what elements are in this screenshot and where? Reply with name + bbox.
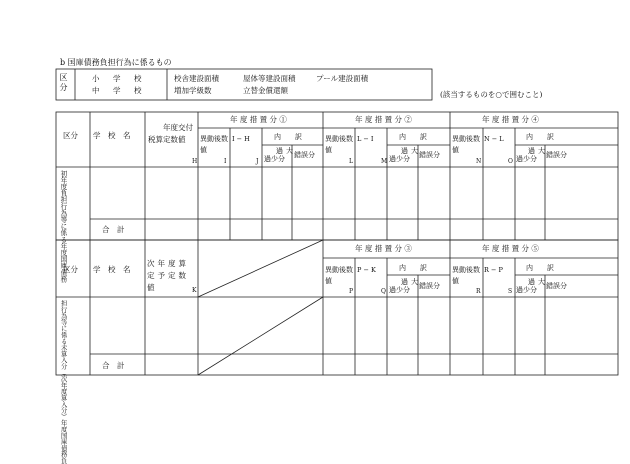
upper-period-0-formula-code: J [256,158,259,165]
section-title: b 国庫債務負担行為に係るもの [60,58,172,67]
upper-kubun-header: 区分 [63,131,78,140]
upper-period-2-over: 過大 [528,147,548,155]
lower-period-1-title: 年 度 措 置 分 ⑤ [482,244,539,253]
lower-period-1-error: 錯誤分 [546,282,567,290]
option-school-building-area[interactable]: 校舎建設面積 [174,74,219,83]
upper-period-1-breakdown: 内 訳 [399,133,427,141]
lower-period-0-error: 錯誤分 [419,282,440,290]
circle-note: (該当するものを○で囲むこと) [440,90,543,99]
lower-total: 合 計 [102,361,125,370]
upper-total: 合 計 [102,225,125,234]
upper-row-label: 初年度負担行為等に係る年度国庫債務 [58,170,67,283]
upper-grant-header2: 税算定数値 [148,135,186,144]
upper-period-2-breakdown: 内 訳 [526,133,554,141]
upper-school-name-header: 学 校 名 [93,131,131,140]
upper-period-2-change: 異動後数値 [452,135,480,154]
lower-period-0-title: 年 度 措 置 分 ③ [355,244,412,253]
upper-period-0-formula: I − H [232,135,250,143]
upper-period-1-error: 錯誤分 [419,151,440,159]
lower-period-0-code: P [349,288,354,295]
option-gym-building-area[interactable]: 屋体等建設面積 [243,74,296,83]
upper-period-1-formula-code: M [381,158,388,165]
school-option-elementary[interactable]: 小 学 校 [92,74,145,83]
upper-period-1-formula: L − I [357,135,374,143]
upper-period-0-over: 過大 [276,147,296,155]
upper-period-2-formula-code: O [508,158,513,165]
upper-period-2-code: N [476,158,482,165]
lower-next-year-header [147,258,197,294]
school-option-junior[interactable]: 中 学 校 [92,86,145,95]
upper-period-1-code: L [349,158,353,165]
lower-kubun-header: 区分 [63,265,78,274]
lower-period-1-change: 異動後数値 [452,266,480,285]
upper-grant-header: 年度交付 [163,123,193,132]
option-class-increase[interactable]: 増加学級数 [174,86,212,95]
lower-period-1-over: 過大 [528,278,548,286]
upper-period-0-code: I [224,158,227,165]
upper-period-1-over: 過大 [401,147,421,155]
lower-period-1-formula: R − P [484,266,503,274]
category-label: 区分 [59,73,68,93]
option-repayment-amount[interactable]: 立替金償還額 [243,86,288,95]
upper-period-2-title: 年 度 措 置 分 ④ [482,115,539,124]
upper-period-1-title: 年 度 措 置 分 ② [355,115,412,124]
upper-period-2-error: 錯誤分 [546,151,567,159]
upper-period-2-formula: N − L [484,135,504,143]
option-pool-building-area[interactable]: プール建設面積 [316,74,369,83]
lower-school-name-header: 学 校 名 [93,265,131,274]
upper-period-0-under: 過少分 [264,155,285,163]
upper-col-h: H [192,158,198,165]
lower-period-1-formula-code: S [508,288,513,295]
lower-col-k: K [192,287,197,294]
lower-next-year-header-text: 次年度算定予定数値 [147,259,189,292]
upper-period-1-change: 異動後数値 [325,135,353,154]
upper-period-0-error: 錯誤分 [294,151,315,159]
lower-period-0-over: 過大 [401,278,421,286]
lower-period-1-code: R [476,288,481,295]
upper-period-2-under: 過少分 [516,155,537,163]
lower-period-0-breakdown: 内 訳 [399,264,427,272]
lower-row-label: 担行為等に係る未算入分（次年度算入分）年度国庫債務負 [59,300,67,464]
lower-period-1-breakdown: 内 訳 [526,264,554,272]
lower-period-1-under: 過少分 [516,286,537,294]
lower-period-0-formula-code: Q [381,288,386,295]
upper-period-0-title: 年 度 措 置 分 ① [230,115,287,124]
lower-period-0-change: 異動後数値 [325,266,353,285]
upper-period-1-under: 過少分 [389,155,410,163]
upper-period-0-change: 異動後数値 [200,135,228,154]
lower-period-0-under: 過少分 [389,286,410,294]
upper-period-0-breakdown: 内 訳 [274,133,302,141]
lower-period-0-formula: P − K [357,266,376,274]
